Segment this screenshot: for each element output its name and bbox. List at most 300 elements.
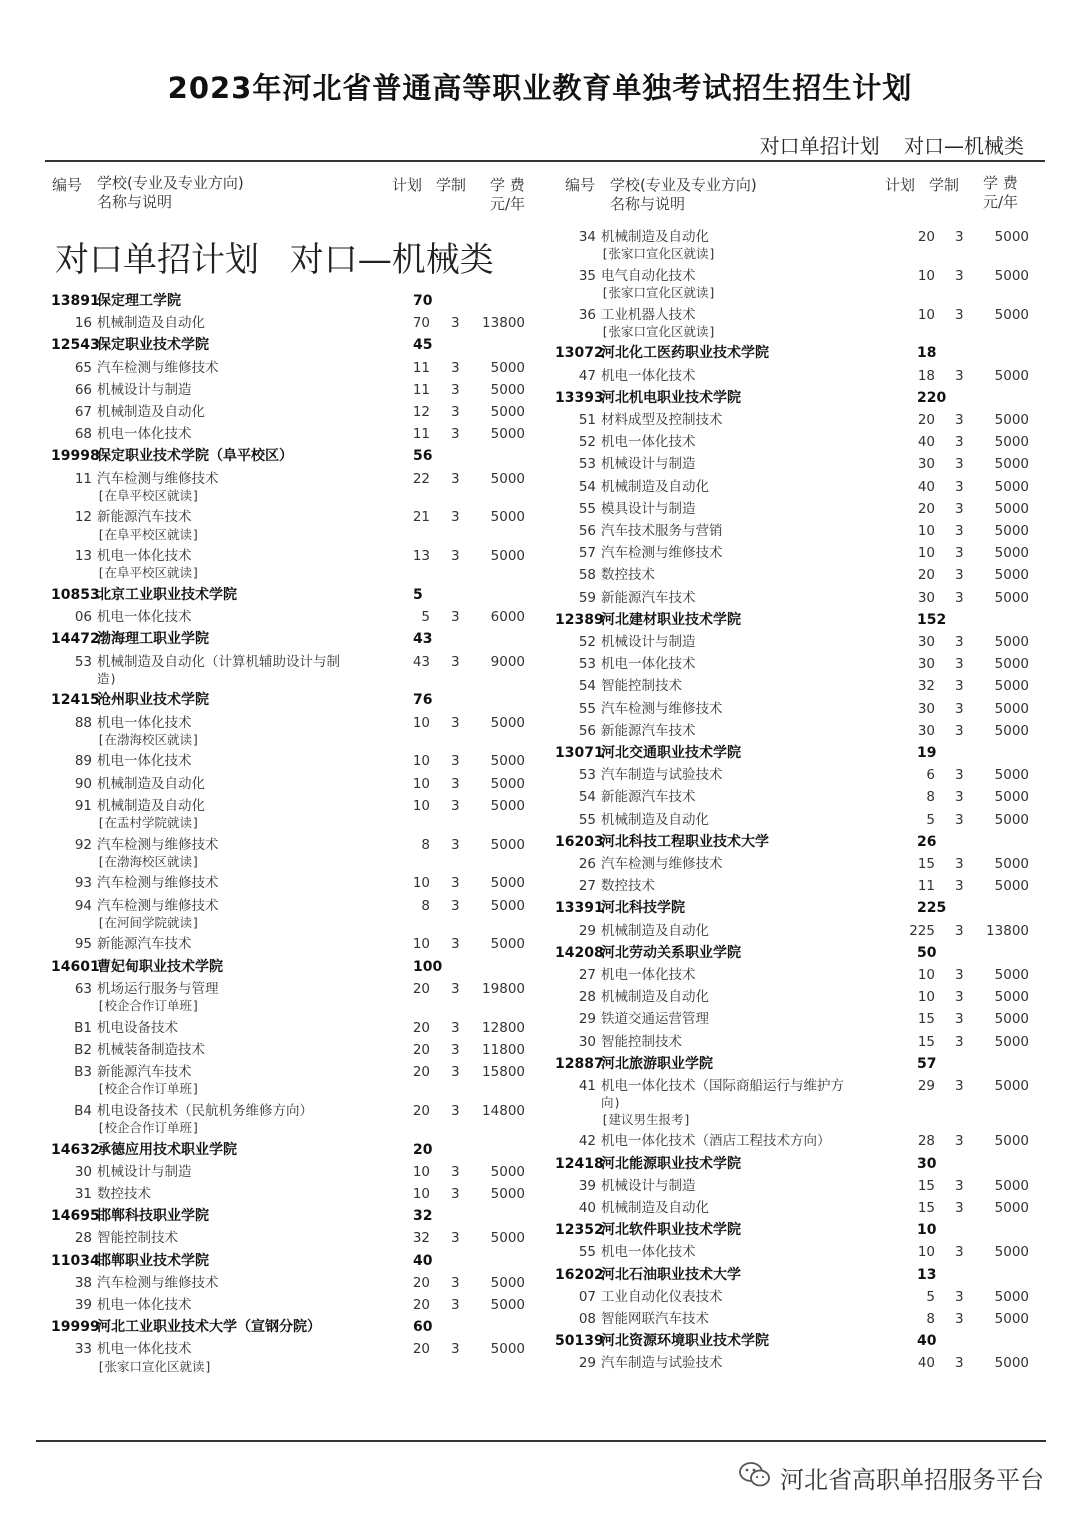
major-plan: 13	[412, 548, 430, 565]
major-plan: 10	[917, 1244, 935, 1261]
major-name: 机械设计与制造	[601, 634, 696, 650]
major-code: 93	[74, 875, 92, 892]
major-plan: 32	[917, 678, 935, 695]
hdr-code: 编号	[565, 176, 596, 194]
major-code: 31	[74, 1186, 92, 1202]
major-name: 机电一体化技术	[601, 967, 696, 983]
major-fee: 5000	[994, 700, 1029, 717]
major-code: B2	[74, 1041, 92, 1058]
major-fee: 5000	[994, 967, 1029, 983]
major-plan: 5	[926, 811, 935, 828]
major-note: [张家口宣化区就读]	[601, 323, 717, 339]
major-fee: 5000	[994, 434, 1029, 451]
major-fee: 5000	[994, 545, 1029, 562]
major-name: 机械制造及自动化	[601, 1200, 709, 1216]
major-fee: 5000	[994, 1244, 1029, 1261]
major-name: 汽车检测与维修技术	[97, 875, 219, 892]
major-row	[0, 764, 1080, 786]
school-plan: 19	[917, 745, 937, 761]
major-plan: 40	[917, 1355, 935, 1372]
school-code: 12352	[555, 1222, 604, 1239]
major-fee: 5000	[994, 656, 1029, 673]
major-fee: 5000	[490, 1230, 525, 1247]
major-name: 机场运行服务与管理	[97, 980, 219, 997]
major-name: 机电一体化技术	[97, 714, 192, 731]
school-name: 河北交通职业技术学院	[601, 745, 741, 761]
major-code: 29	[578, 1355, 596, 1372]
school-plan: 13	[917, 1266, 937, 1283]
major-code: 34	[578, 229, 596, 245]
major-years: 3	[955, 1311, 964, 1327]
school-code: 16202	[555, 1266, 604, 1283]
major-fee: 5000	[994, 229, 1029, 245]
major-fee: 5000	[994, 989, 1029, 1006]
major-name: 机电一体化技术	[97, 1341, 192, 1358]
major-plan: 11	[412, 359, 430, 376]
header-rule	[45, 160, 1045, 162]
major-code: 88	[74, 714, 92, 731]
major-name: 机电一体化技术	[97, 548, 192, 565]
major-years: 3	[451, 548, 460, 565]
major-code: 47	[578, 367, 596, 384]
major-code: 55	[578, 1244, 596, 1261]
major-name: 智能控制技术	[97, 1230, 178, 1247]
major-row	[0, 564, 1080, 586]
major-row	[0, 1175, 1080, 1197]
major-name: 机械制造及自动化	[97, 315, 205, 332]
school-name: 邯郸科技职业学院	[97, 1208, 209, 1225]
major-plan: 225	[909, 922, 935, 939]
major-code: 92	[74, 836, 92, 853]
major-fee: 5000	[490, 775, 525, 792]
major-fee: 5000	[490, 714, 525, 731]
major-name: 机械制造及自动化	[601, 989, 709, 1006]
major-row	[0, 675, 1080, 697]
major-fee: 5000	[490, 359, 525, 376]
major-fee: 5000	[490, 897, 525, 914]
school-row	[0, 897, 1080, 919]
major-plan: 10	[917, 267, 935, 284]
major-plan: 20	[412, 980, 430, 997]
school-plan: 220	[917, 389, 947, 406]
major-years: 3	[955, 922, 964, 939]
major-note: [在渤海校区就读]	[97, 853, 200, 869]
major-name: 机械制造及自动化	[601, 478, 709, 495]
major-name: 模具设计与制造	[601, 500, 696, 517]
major-years: 3	[955, 567, 964, 584]
footer-rule	[36, 1440, 1046, 1442]
major-row	[0, 365, 1080, 387]
major-years: 3	[451, 470, 460, 487]
major-code: 16	[74, 315, 92, 332]
major-plan: 21	[412, 509, 430, 526]
major-years: 3	[955, 1133, 964, 1150]
hdr-years: 学制	[929, 176, 960, 194]
major-fee: 5000	[490, 404, 525, 420]
school-plan: 32	[413, 1208, 433, 1225]
major-years: 3	[955, 478, 964, 495]
major-code: 39	[578, 1177, 596, 1194]
major-fee: 5000	[490, 1297, 525, 1313]
major-fee: 5000	[490, 1274, 525, 1291]
major-name: 机电一体化技术	[601, 367, 696, 384]
major-plan: 32	[412, 1230, 430, 1247]
major-code: 42	[578, 1133, 596, 1150]
major-fee: 5000	[490, 1163, 525, 1180]
major-years: 3	[451, 359, 460, 376]
major-fee: 9000	[490, 653, 525, 670]
major-fee: 5000	[490, 936, 525, 953]
major-name: 汽车检测与维修技术	[97, 470, 219, 487]
school-row	[0, 342, 1080, 364]
school-name: 沧州职业技术学院	[97, 692, 209, 709]
major-fee: 5000	[994, 878, 1029, 895]
school-code: 13393	[555, 389, 604, 406]
major-years: 3	[955, 500, 964, 517]
major-fee: 5000	[994, 1177, 1029, 1194]
major-years: 3	[955, 878, 964, 895]
section-title: 对口单招计划 对口—机械类	[55, 240, 494, 280]
school-code: 19998	[51, 448, 100, 465]
major-plan: 20	[917, 567, 935, 584]
major-fee: 5000	[490, 470, 525, 487]
major-plan: 10	[412, 936, 430, 953]
major-name: 新能源汽车技术	[97, 936, 192, 953]
major-fee: 5000	[994, 1078, 1029, 1094]
hdr-school2: 名称与说明	[97, 193, 173, 211]
major-name: 汽车技术服务与营销	[601, 523, 723, 539]
major-plan: 6	[926, 767, 935, 784]
major-years: 3	[955, 700, 964, 717]
major-fee: 5000	[994, 500, 1029, 517]
major-row	[0, 542, 1080, 564]
major-name: 机电一体化技术	[601, 656, 696, 673]
major-code: 53	[578, 767, 596, 784]
major-note: [张家口宣化区就读]	[97, 1358, 213, 1374]
hdr-fee: 学 费	[983, 174, 1018, 192]
major-code: 30	[74, 1163, 92, 1180]
hdr-fee2: 元/年	[983, 193, 1019, 211]
major-name: 机械制造及自动化	[601, 811, 709, 828]
major-code: 67	[74, 404, 92, 420]
major-fee: 5000	[994, 306, 1029, 323]
major-note: [在阜平校区就读]	[97, 565, 200, 581]
major-name: 汽车制造与试验技术	[601, 767, 723, 784]
major-fee: 5000	[490, 509, 525, 526]
major-code: 54	[578, 478, 596, 495]
major-fee: 5000	[994, 1355, 1029, 1372]
major-years: 3	[451, 1064, 460, 1080]
school-code: 12543	[51, 337, 100, 354]
major-fee: 5000	[994, 567, 1029, 584]
major-name: 机械制造及自动化	[601, 229, 709, 245]
major-code: 11	[74, 470, 92, 487]
school-plan: 225	[917, 900, 947, 917]
major-code: 30	[578, 1033, 596, 1050]
school-row	[0, 742, 1080, 764]
school-plan: 152	[917, 611, 947, 628]
major-code: 90	[74, 775, 92, 792]
major-plan: 29	[917, 1078, 935, 1094]
major-name: 机械制造及自动化	[97, 775, 205, 792]
school-code: 13391	[555, 900, 604, 917]
major-code: 13	[74, 548, 92, 565]
major-years: 3	[451, 1019, 460, 1036]
school-code: 14695	[51, 1208, 100, 1225]
school-name: 河北科技学院	[601, 900, 685, 917]
major-plan: 20	[412, 1064, 430, 1080]
major-name: 机械制造及自动化	[601, 922, 709, 939]
major-years: 3	[955, 1288, 964, 1305]
school-row	[0, 1219, 1080, 1241]
major-code: 65	[74, 359, 92, 376]
major-code: 53	[578, 456, 596, 473]
major-fee: 5000	[994, 678, 1029, 695]
major-code: 59	[578, 589, 596, 606]
major-plan: 20	[917, 412, 935, 428]
major-row	[0, 587, 1080, 609]
school-name: 邯郸职业技术学院	[97, 1252, 209, 1269]
major-fee: 5000	[490, 797, 525, 814]
major-years: 3	[451, 609, 460, 626]
major-name: 机电设备技术（民航机务维修方向）	[97, 1102, 313, 1119]
page-subtitle: 对口单招计划 对口—机械类	[759, 134, 1024, 158]
major-name: 汽车检测与维修技术	[601, 856, 723, 872]
major-years: 3	[955, 545, 964, 562]
major-row	[0, 409, 1080, 431]
major-code: 29	[578, 1011, 596, 1028]
major-fee: 5000	[994, 722, 1029, 739]
hdr-school: 学校(专业及专业方向)	[97, 174, 244, 192]
school-code: 14208	[555, 944, 604, 961]
major-name: 汽车检测与维修技术	[601, 700, 723, 717]
school-name: 河北机电职业技术学院	[601, 389, 741, 406]
major-code: 58	[578, 567, 596, 584]
major-name: 机械装备制造技术	[97, 1041, 205, 1058]
major-row	[0, 265, 1080, 287]
major-name: 机电一体化技术	[97, 426, 192, 443]
major-code: 12	[74, 509, 92, 526]
school-row	[0, 831, 1080, 853]
major-fee: 5000	[994, 1200, 1029, 1216]
major-plan: 10	[412, 753, 430, 770]
school-code: 13072	[555, 345, 604, 362]
major-plan: 28	[917, 1133, 935, 1150]
major-name: 工业机器人技术	[601, 306, 696, 323]
school-name: 保定职业技术学院	[97, 337, 209, 354]
major-row	[0, 1286, 1080, 1308]
school-row	[0, 387, 1080, 409]
wechat-icon	[738, 1461, 772, 1495]
major-row	[0, 498, 1080, 520]
major-fee: 5000	[490, 836, 525, 853]
major-code: 06	[74, 609, 92, 626]
major-years: 3	[955, 634, 964, 650]
major-fee: 5000	[994, 811, 1029, 828]
major-code: 53	[74, 653, 92, 670]
major-name: 数控技术	[601, 878, 655, 895]
major-fee: 15800	[482, 1064, 525, 1080]
major-row	[0, 453, 1080, 475]
major-name: 机电一体化技术	[601, 1244, 696, 1261]
major-name: 智能控制技术	[601, 1033, 682, 1050]
hdr-plan: 计划	[392, 176, 423, 194]
school-plan: 100	[413, 958, 443, 975]
major-code: 28	[578, 989, 596, 1006]
major-code: 36	[578, 306, 596, 323]
major-years: 3	[955, 767, 964, 784]
major-plan: 5	[421, 609, 430, 626]
school-plan: 57	[917, 1055, 937, 1072]
major-years: 3	[955, 1355, 964, 1372]
major-plan: 43	[412, 653, 430, 670]
major-years: 3	[451, 1163, 460, 1180]
major-name: 数控技术	[97, 1186, 151, 1202]
major-plan: 30	[917, 722, 935, 739]
major-years: 3	[451, 775, 460, 792]
major-code: 55	[578, 500, 596, 517]
major-fee: 5000	[994, 523, 1029, 539]
hdr-fee2: 元/年	[490, 195, 526, 213]
major-name: 汽车检测与维修技术	[97, 1274, 219, 1291]
major-note: [在河间学院就读]	[97, 914, 200, 930]
major-name: 汽车检测与维修技术	[97, 836, 219, 853]
major-plan: 15	[917, 856, 935, 872]
major-code: 07	[578, 1288, 596, 1305]
major-code: 33	[74, 1341, 92, 1358]
major-years: 3	[955, 967, 964, 983]
major-years: 3	[955, 1033, 964, 1050]
major-fee: 5000	[994, 1033, 1029, 1050]
major-years: 3	[955, 811, 964, 828]
major-years: 3	[451, 1041, 460, 1058]
major-row	[0, 1352, 1080, 1374]
major-years: 3	[955, 789, 964, 806]
major-plan: 10	[412, 714, 430, 731]
major-plan: 30	[917, 456, 935, 473]
major-fee: 14800	[482, 1102, 525, 1119]
hdr-school2: 名称与说明	[610, 195, 686, 213]
major-plan: 40	[917, 478, 935, 495]
major-plan: 30	[917, 634, 935, 650]
major-plan: 15	[917, 1177, 935, 1194]
major-fee: 5000	[994, 767, 1029, 784]
school-name: 河北化工医药职业技术学院	[601, 345, 769, 362]
major-years: 3	[955, 678, 964, 695]
major-fee: 5000	[490, 548, 525, 565]
major-name: 材料成型及控制技术	[601, 412, 723, 428]
major-plan: 18	[917, 367, 935, 384]
major-code: B3	[74, 1064, 92, 1080]
major-plan: 10	[412, 797, 430, 814]
school-row	[0, 1053, 1080, 1075]
major-name: 新能源汽车技术	[601, 589, 696, 606]
major-row	[0, 853, 1080, 875]
major-plan: 10	[412, 1163, 430, 1180]
major-plan: 70	[412, 315, 430, 332]
school-code: 12415	[51, 692, 100, 709]
school-code: 50139	[555, 1333, 604, 1350]
major-fee: 5000	[490, 875, 525, 892]
school-code: 14472	[51, 631, 100, 648]
major-row	[0, 431, 1080, 453]
major-years: 3	[451, 980, 460, 997]
major-code: 89	[74, 753, 92, 770]
major-code: 52	[578, 634, 596, 650]
major-plan: 12	[412, 404, 430, 420]
major-plan: 20	[412, 1019, 430, 1036]
major-years: 3	[451, 653, 460, 670]
major-code: 53	[578, 656, 596, 673]
major-row	[0, 720, 1080, 742]
school-code: 14601	[51, 958, 100, 975]
major-fee: 5000	[994, 634, 1029, 650]
major-note: 造)	[97, 670, 118, 686]
major-fee: 5000	[994, 789, 1029, 806]
school-plan: 18	[917, 345, 937, 362]
major-plan: 8	[421, 897, 430, 914]
major-fee: 5000	[994, 412, 1029, 428]
major-row	[0, 304, 1080, 326]
major-code: B4	[74, 1102, 92, 1119]
major-code: 91	[74, 797, 92, 814]
major-fee: 5000	[994, 1133, 1029, 1150]
school-row	[0, 609, 1080, 631]
major-name: 机械制造及自动化（计算机辅助设计与制	[97, 653, 340, 670]
major-years: 3	[955, 434, 964, 451]
major-code: 38	[74, 1274, 92, 1291]
school-plan: 20	[413, 1141, 433, 1158]
major-name: 机械设计与制造	[97, 1163, 192, 1180]
major-years: 3	[955, 856, 964, 872]
major-years: 3	[451, 315, 460, 332]
major-plan: 10	[917, 967, 935, 983]
major-name: 新能源汽车技术	[97, 1064, 192, 1080]
major-years: 3	[955, 589, 964, 606]
major-plan: 8	[926, 789, 935, 806]
major-plan: 15	[917, 1011, 935, 1028]
school-plan: 26	[917, 833, 937, 850]
major-plan: 20	[412, 1274, 430, 1291]
major-name: 机电一体化技术	[97, 753, 192, 770]
page-title: 2023年河北省普通高等职业教育单独考试招生招生计划	[167, 71, 913, 105]
major-fee: 5000	[490, 1186, 525, 1202]
major-row	[0, 1130, 1080, 1152]
major-row	[0, 226, 1080, 248]
school-name: 河北旅游职业学院	[601, 1055, 713, 1072]
major-fee: 5000	[994, 367, 1029, 384]
school-plan: 50	[917, 944, 937, 961]
major-plan: 10	[412, 875, 430, 892]
major-code: 40	[578, 1200, 596, 1216]
school-row	[0, 942, 1080, 964]
major-plan: 20	[917, 500, 935, 517]
major-name: 汽车检测与维修技术	[97, 897, 219, 914]
major-fee: 5000	[490, 753, 525, 770]
major-code: 55	[578, 700, 596, 717]
school-name: 河北建材职业技术学院	[601, 611, 741, 628]
school-code: 13891	[51, 293, 100, 309]
major-name: 汽车检测与维修技术	[97, 359, 219, 376]
major-plan: 15	[917, 1200, 935, 1216]
major-fee: 5000	[994, 1311, 1029, 1327]
major-years: 3	[451, 1274, 460, 1291]
major-name: 机械制造及自动化	[97, 404, 205, 420]
school-code: 10853	[51, 587, 100, 603]
major-fee: 11800	[482, 1041, 525, 1058]
major-name: 智能控制技术	[601, 678, 682, 695]
school-code: 12389	[555, 611, 604, 628]
